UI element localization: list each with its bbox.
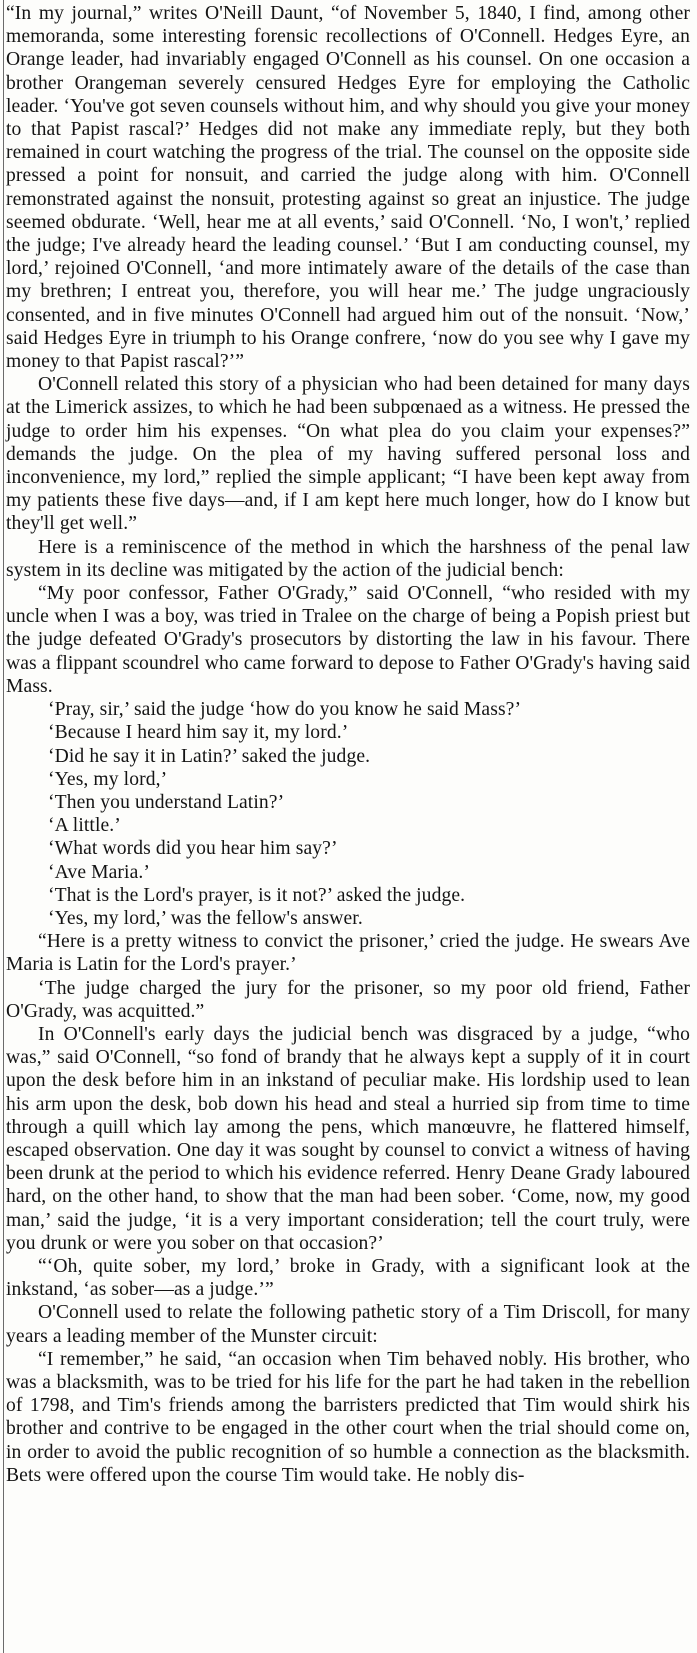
dialogue-line: ‘Yes, my lord,’ was the fellow's answer. — [48, 907, 363, 929]
paragraph-acquittal: ‘The judge charged the jury for the prisoner, so my poor old friend, Father O'Grady, was acquitted.” — [6, 977, 690, 1022]
paragraph-brandy-judge: In O'Connell's early days the judicial bench was disgraced by a judge, “who was,” said O'Connell, “so fond of brandy that he always kept a supply of it in court upon the desk before him in an inkstand of peculiar make. His lordship used to lean his arm upon the desk, bob down his head and steal a hurried sip from time to time through a quill which lay among the pens, which manœuvre, he flattered himself, escaped observation. One day it was sought by counsel to convict a witness of having been drunk at the period to which his evidence referred. Henry Deane Grady laboured hard, on the other hand, to show that the man had been sober. ‘Come, now, my good man,’ said the judge, ‘it is a very important consideration; tell the court truly, were you drunk or were you sober on that occasion?’ — [6, 1023, 690, 1254]
paragraph-tim-driscoll-intro: O'Connell used to relate the following pathetic story of a Tim Driscoll, for many years a leading member of the Munster circuit: — [6, 1302, 690, 1347]
dialogue-line: ‘Then you understand Latin?’ — [48, 791, 285, 813]
article-body — [6, 2, 690, 1487]
paragraph-sober-as-judge: “‘Oh, quite sober, my lord,’ broke in Grady, with a significant look at the inkstand, ‘as sober—as a judge.’” — [6, 1255, 690, 1301]
dialogue-line: ‘Did he say it in Latin?’ saked the judge. — [48, 745, 371, 767]
paragraph-physician-story: O'Connell related this story of a physician who had been detained for many days at the Limerick assizes, to which he had been subpœnaed as a witness. He pressed the judge to order him his expenses. “On what plea do you claim your expenses?” demands the judge. On the plea of my having suffered personal loss and inconvenience, my lord,” replied the simple applicant; “I have been kept away from my patients these five days—and, if I am kept here much longer, how do I know but they'll get well.” — [6, 374, 690, 535]
dialogue-line: ‘A little.’ — [48, 815, 121, 837]
dialogue-line: ‘Yes, my lord,’ — [48, 768, 168, 790]
dialogue-line: ‘Because I heard him say it, my lord.’ — [48, 722, 349, 744]
paragraph-journal-hedges-eyre: “In my journal,” writes O'Neill Daunt, “of November 5, 1840, I find, among other memoranda, some interesting forensic recollections of O'Connell. Hedges Eyre, an Orange leader, had invariably engaged O'Connell as his counsel. On one occasion a brother Orangeman severely censured Hedges Eyre for employing the Catholic leader. ‘You've got seven counsels without him, and why should you give your money to that Papist rascal?’ Hedges did not make any immediate reply, but they both remained in court watching the progress of the trial. The counsel on the opposite side pressed a point for nonsuit, and carried the judge along with him. O'Connell remonstrated against the nonsuit, protesting against so great an injustice. The judge seemed obdurate. ‘Well, hear me at all events,’ said O'Connell. ‘No, I won't,’ replied the judge; I've already heard the leading counsel.’ ‘But I am conducting counsel, my lord,’ rejoined O'Connell, ‘and more intimately aware of the details of the case than my brethren; I entreat you, therefore, you will hear me.’ The judge ungraciously consented, and in five minutes O'Connell had argued him out of the nonsuit. ‘Now,’ said Hedges Eyre in triumph to his Orange confrere, ‘now do you see why I gave my money to that Papist rascal?’” — [6, 3, 690, 373]
paragraph-penal-law-intro: Here is a reminiscence of the method in which the harshness of the penal law system in its decline was mitigated by the action of the judicial bench: — [6, 536, 690, 581]
paragraph-pretty-witness: “Here is a pretty witness to convict the prisoner,’ cried the judge. He swears Ave Maria is Latin for the Lord's prayer.’ — [6, 931, 690, 976]
column-edge-rule — [3, 0, 4, 1653]
dialogue-line: ‘That is the Lord's prayer, is it not?’ asked the judge. — [48, 884, 466, 906]
dialogue-line: ‘What words did you hear him say?’ — [48, 838, 338, 860]
dialogue-line: ‘Ave Maria.’ — [48, 861, 151, 883]
dialogue-line: ‘Pray, sir,’ said the judge ‘how do you know he said Mass?’ — [48, 699, 522, 721]
paragraph-tim-driscoll-story: “I remember,” he said, “an occasion when Tim behaved nobly. His brother, who was a blacksmith, was to be tried for his life for the part he had taken in the rebellion of 1798, and Tim's friends among the barristers predicted that Tim would shirk his brother and contrive to be engaged in the other court when the trial should come on, in order to avoid the public recognition of so humble a connection as the blacksmith. Bets were offered upon the course Tim would take. He nobly dis- — [6, 1348, 690, 1486]
paragraph-father-ogrady: “My poor confessor, Father O'Grady,” said O'Connell, “who resided with my uncle when I was a boy, was tried in Tralee on the charge of being a Popish priest but the judge defeated O'Grady's prosecutors by distorting the law in his favour. There was a flippant scoundrel who came forward to depose to Father O'Grady's having said Mass. — [6, 583, 690, 697]
